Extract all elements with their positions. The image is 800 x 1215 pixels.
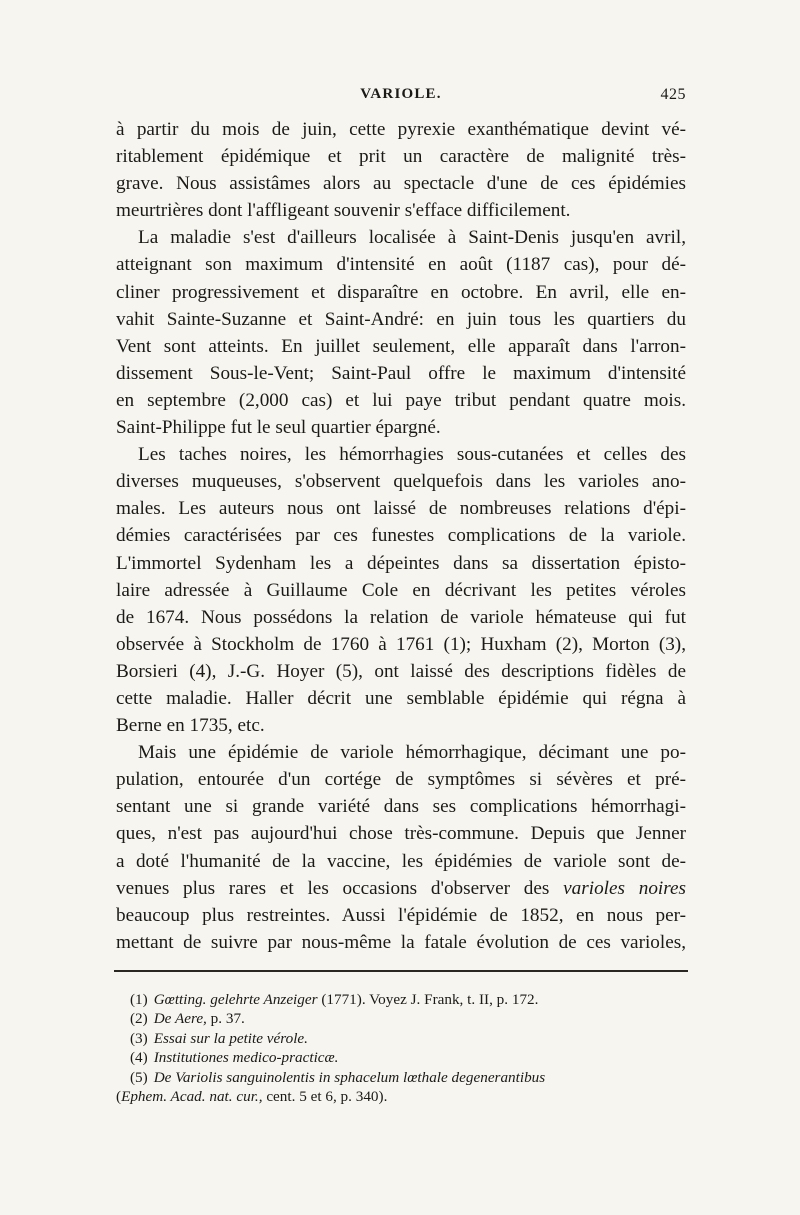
footnotes (116, 990, 690, 1106)
text-line: meurtrières dont l'affligeant souvenir s'efface difficilement. (116, 200, 571, 222)
page-number: 425 (660, 86, 686, 103)
text-line: vahit Sainte-Suzanne et Saint-André: en juin tous les quartiers du (116, 308, 686, 330)
text-line: ques, n'est pas aujourd'hui chose très-commune. Depuis que Jenner (116, 823, 686, 845)
footnote-1 (130, 990, 690, 1009)
footnote-title: Ephem. Acad. nat. cur., (121, 1087, 263, 1105)
paragraph-3 (116, 441, 686, 739)
text-line: cliner progressivement et disparaître en octobre. En avril, elle en- (116, 281, 686, 303)
footnote-number: (3) (130, 1029, 148, 1047)
text-line: dissement Sous-le-Vent; Saint-Paul offre le maximum d'intensité (116, 362, 686, 384)
text-line: laire adressée à Guillaume Cole en décrivant les petites véroles (116, 579, 686, 601)
text-line: démies caractérisées par ces funestes complications de la variole. (116, 525, 686, 547)
text-line: Mais une épidémie de variole hémorrhagique, décimant une po- (138, 742, 686, 764)
text-line: beaucoup plus restreintes. Aussi l'épidémie de 1852, en nous per- (116, 904, 686, 926)
paragraph-1 (116, 116, 686, 224)
paragraph-4 (116, 739, 686, 956)
book-page (116, 86, 686, 1106)
text-line-with-italic (116, 875, 686, 902)
text-line: de 1674. Nous possédons la relation de variole hémateuse qui fut (116, 606, 686, 628)
text-line: en septembre (2,000 cas) et lui paye tribut pendant quatre mois. (116, 389, 686, 411)
footnote-title: Institutiones medico-practicæ. (153, 1049, 339, 1067)
text-line: diverses muqueuses, s'observent quelquefois dans les varioles ano- (116, 471, 686, 493)
text-line: pulation, entourée d'un cortége de symptômes si sévères et pré- (116, 769, 686, 791)
footnote-5-continuation (116, 1087, 690, 1106)
footnote-4 (130, 1048, 690, 1067)
text-line: Saint-Philippe fut le seul quartier épargné. (116, 417, 441, 439)
text-line: mettant de suivre par nous-même la fatale évolution de ces varioles, (116, 931, 686, 953)
text-line: Les taches noires, les hémorrhagies sous-cutanées et celles des (138, 444, 686, 466)
running-title: VARIOLE. (360, 86, 442, 102)
text-line: Berne en 1735, etc. (116, 715, 265, 737)
footnote-text: cent. 5 et 6, p. 340). (262, 1087, 388, 1105)
running-head (116, 86, 686, 112)
footnote-2 (130, 1009, 690, 1028)
text-line: a doté l'humanité de la vaccine, les épidémies de variole sont de- (116, 850, 686, 872)
footnote-divider (114, 970, 688, 972)
text-line: ritablement épidémique et prit un caractère de malignité très- (116, 146, 686, 168)
paragraph-2 (116, 224, 686, 441)
footnote-text: (1771). Voyez J. Frank, t. II, p. 172. (317, 990, 539, 1008)
footnote-number: (2) (130, 1010, 148, 1028)
footnote-number: (5) (130, 1068, 148, 1086)
text-line: males. Les auteurs nous ont laissé de nombreuses relations d'épi- (116, 498, 686, 520)
body-text (116, 116, 686, 956)
text-line: sentant une si grande variété dans ses complications hémorrhagi- (116, 796, 686, 818)
text-line: La maladie s'est d'ailleurs localisée à Saint-Denis jusqu'en avril, (138, 227, 686, 249)
text-line: cette maladie. Haller décrit une semblable épidémie qui régna à (116, 687, 686, 709)
text-line: à partir du mois de juin, cette pyrexie exanthématique devint vé- (116, 119, 686, 140)
footnote-5 (130, 1068, 690, 1087)
footnote-title: De Aere, (153, 1010, 207, 1028)
italic-phrase: varioles noires (563, 877, 686, 899)
footnote-number: (4) (130, 1049, 148, 1067)
text-line: observée à Stockholm de 1760 à 1761 (1); Huxham (2), Morton (3), (116, 633, 686, 655)
text-line: L'immortel Sydenham les a dépeintes dans sa dissertation épisto- (116, 552, 686, 574)
footnote-3 (130, 1029, 690, 1048)
text-line: grave. Nous assistâmes alors au spectacle d'une de ces épidémies (116, 173, 686, 195)
footnote-title: Gœtting. gelehrte Anzeiger (153, 990, 318, 1008)
footnote-open-paren: ( (116, 1087, 122, 1105)
text-line: atteignant son maximum d'intensité en août (1187 cas), pour dé- (116, 254, 686, 276)
footnote-text: p. 37. (206, 1010, 245, 1028)
footnote-title: De Variolis sanguinolentis in sphacelum lœthale degenerantibus (153, 1068, 546, 1086)
footnote-title: Essai sur la petite vérole. (153, 1029, 308, 1047)
text-line: Borsieri (4), J.-G. Hoyer (5), ont laissé des descriptions fidèles de (116, 660, 686, 682)
footnote-number: (1) (130, 990, 148, 1008)
line-text: venues plus rares et les occasions d'observer des (116, 877, 550, 899)
text-line: Vent sont atteints. En juillet seulement, elle apparaît dans l'arron- (116, 335, 686, 357)
